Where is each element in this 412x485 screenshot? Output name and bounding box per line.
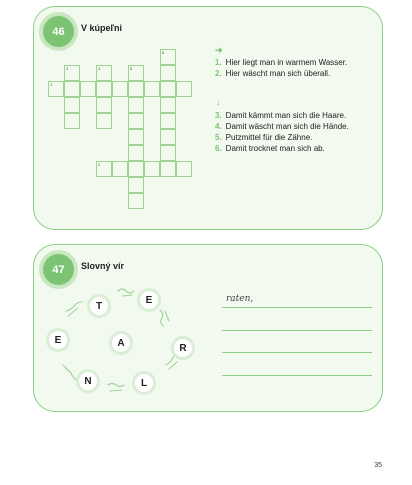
clue-across-2: 2. Hier wäscht man sich überall. [215,69,331,78]
crossword-cell[interactable] [96,97,112,113]
crossword-cell[interactable] [128,129,144,145]
answer-line[interactable] [222,330,372,331]
crossword-cell[interactable] [176,81,192,97]
letter-tile: E [137,288,161,312]
crossword-cell[interactable] [128,113,144,129]
crossword-cell[interactable] [128,193,144,209]
crossword-cell[interactable]: 2 [96,161,112,177]
crossword-cell[interactable] [160,113,176,129]
crossword-cell[interactable] [64,81,80,97]
letter-tile: N [76,369,100,393]
crossword-cell[interactable]: 4 [96,65,112,81]
crossword-cell[interactable] [64,113,80,129]
crossword-cell[interactable] [112,161,128,177]
crossword-cell[interactable] [96,81,112,97]
letter-tile: E [46,328,70,352]
clue-down-6: 6. Damit trocknet man sich ab. [215,144,325,153]
crossword-cell[interactable] [128,177,144,193]
example-answer: raten, [226,294,254,304]
down-arrow-icon: ↓ [216,97,221,107]
crossword-cell[interactable] [112,81,128,97]
answer-line[interactable] [222,375,372,376]
letter-tile: A [109,331,133,355]
exercise-title: Slovný vír [81,261,125,271]
exercise-number-badge: 46 [43,16,74,47]
crossword-cell[interactable]: 3 [64,65,80,81]
crossword-cell[interactable] [80,81,96,97]
crossword-cell[interactable]: 5 [128,65,144,81]
exercise-title: V kúpeľni [81,23,122,33]
crossword-cell[interactable] [128,161,144,177]
exercise-46-card [33,6,383,230]
crossword-cell[interactable] [176,161,192,177]
crossword-cell[interactable] [160,97,176,113]
exercise-number-badge: 47 [43,254,74,285]
letter-tile: T [87,294,111,318]
crossword-cell[interactable] [160,81,176,97]
page-number: 35 [374,462,382,469]
crossword-cell[interactable] [160,161,176,177]
letter-tile: L [132,371,156,395]
clue-down-4: 4. Damit wäscht man sich die Hände. [215,122,349,131]
clue-across-1: 1. Hier liegt man in warmem Wasser. [215,58,348,67]
crossword-cell[interactable] [128,81,144,97]
crossword-cell[interactable] [144,81,160,97]
letter-tile: R [171,336,195,360]
across-arrow-icon: ➜ [215,45,223,55]
clue-down-5: 5. Putzmittel für die Zähne. [215,133,313,142]
crossword-cell[interactable] [64,97,80,113]
crossword-cell[interactable] [160,65,176,81]
crossword-cell[interactable]: 1 [48,81,64,97]
crossword-cell[interactable]: 6 [160,49,176,65]
crossword-cell[interactable] [128,145,144,161]
clue-down-3: 3. Damit kämmt man sich die Haare. [215,111,347,120]
crossword-cell[interactable] [160,145,176,161]
crossword-cell[interactable] [128,97,144,113]
answer-line[interactable] [222,352,372,353]
exercise-47-card [33,244,383,412]
crossword-cell[interactable] [144,161,160,177]
crossword-cell[interactable] [160,129,176,145]
crossword-cell[interactable] [96,113,112,129]
answer-line[interactable] [222,307,372,308]
